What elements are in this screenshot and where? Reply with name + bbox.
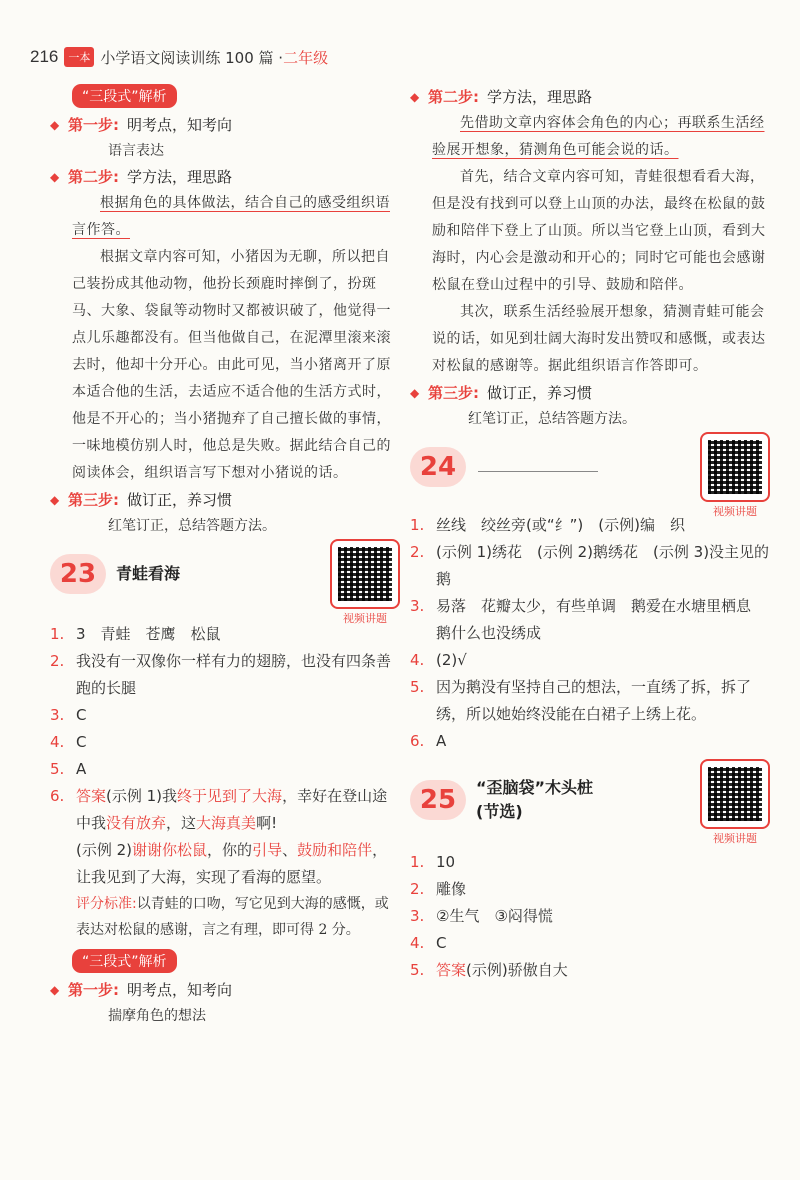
- page-header: [30, 42, 328, 72]
- section-25-header: [410, 765, 770, 845]
- qr-caption: 视频讲题: [713, 505, 757, 518]
- three-stage-analysis-pill: “三段式”解析: [72, 84, 177, 108]
- step-label: 第一步:: [68, 116, 119, 134]
- section-title: 青蛙看海: [116, 564, 181, 583]
- step-text: 学方法，理思路: [487, 88, 593, 106]
- triangle-bullet-icon: ◆: [50, 170, 60, 184]
- right-column: [410, 84, 770, 984]
- answer-item: 5. 因为鹅没有坚持自己的想法，一直绣了拆，拆了绣，所以她始终没能在白裙子上绣上花。: [410, 678, 752, 723]
- section-24-header: [410, 438, 770, 518]
- answer-item: 2. 雕像: [410, 880, 467, 898]
- step-2: [50, 164, 400, 190]
- triangle-bullet-icon: ◆: [50, 118, 60, 132]
- triangle-bullet-icon: ◆: [410, 386, 420, 400]
- section-number-badge: 23: [50, 554, 106, 594]
- title-blank-line: [478, 470, 598, 472]
- answer-item: 2. 我没有一双像你一样有力的翅膀，也没有四条善跑的长腿: [50, 652, 392, 697]
- answer-item: 3. 易落 花瓣太少，有些单调 鹅爱在水塘里栖息 鹅什么也没绣成: [410, 597, 767, 642]
- book-title: 小学语文阅读训练 100 篇 ·: [100, 48, 284, 67]
- answer-item: 3. ②生气 ③闷得慌: [410, 907, 553, 925]
- qr-code-icon: [332, 541, 398, 607]
- answer-item: 6. A: [410, 732, 447, 750]
- grade-label: 二年级: [283, 48, 329, 67]
- answer-item: 4. C: [410, 934, 447, 952]
- answer-item: 1. 丝线 绞丝旁(或“纟”) (示例)编 织: [410, 516, 685, 534]
- triangle-bullet-icon: ◆: [410, 90, 420, 104]
- qr-code-icon: [702, 761, 768, 827]
- answer-label: 答案: [76, 787, 107, 805]
- section-number-badge: 25: [410, 780, 466, 820]
- triangle-bullet-icon: ◆: [50, 493, 60, 507]
- video-qr-code[interactable]: [700, 434, 770, 519]
- step-label: 第二步:: [428, 88, 479, 106]
- section-number-badge: 24: [410, 447, 466, 487]
- answer-item: 1. 10: [410, 853, 456, 871]
- answers-24: [410, 512, 770, 755]
- step-label: 第一步:: [68, 981, 119, 999]
- step-detail: 先借助文章内容体会角色的内心；再联系生活经验展开想象，猜测角色可能会说的话。: [432, 115, 765, 158]
- analysis-paragraph-2: 其次，联系生活经验展开想象，猜测青蛙可能会说的话，如见到壮阔大海时发出赞叹和感慨，或表达对松鼠的感谢等。据此组织语言作答即可。: [432, 304, 766, 374]
- video-qr-code[interactable]: [330, 541, 400, 626]
- answer-item: 1. 3 青蛙 苍鹰 松鼠: [50, 625, 221, 643]
- step-label: 第二步:: [68, 168, 119, 186]
- step-detail: 语言表达: [108, 143, 164, 159]
- step-text: 做订正，养习惯: [487, 384, 593, 402]
- step-detail: 根据角色的具体做法，结合自己的感受组织语言作答。: [72, 195, 390, 238]
- answers-23: [50, 621, 400, 943]
- analysis-paragraph: 根据文章内容可知，小猪因为无聊，所以把自己装扮成其他动物，他扮长颈鹿时摔倒了，扮斑马、大象、袋鼠等动物时又都被识破了，他觉得一点儿乐趣都没有。但当他做自己，在泥潭里滚来滚去时，他却十分开心。由此可见，当小猪离开了原本适合他的生活，去适应不适合他的生活方式时，他是不开心的；当小猪抛弃了自己擅长做的事情，一味地模仿别人时，他总是失败。据此结合自己的阅读体会，组织语言写下想对小猪说的话。: [72, 249, 391, 481]
- step-1: [50, 977, 400, 1003]
- brand-logo: 一本: [64, 47, 94, 67]
- answers-25: [410, 849, 770, 984]
- section-23-header: [50, 545, 400, 625]
- qr-code-icon: [702, 434, 768, 500]
- page-number: 216: [30, 47, 59, 66]
- triangle-bullet-icon: ◆: [50, 983, 60, 997]
- three-stage-analysis-pill: “三段式”解析: [72, 949, 177, 973]
- answer-item: 6. 答案(示例 1)我终于见到了大海，幸好在登山途中我没有放弃，这大海真美啊! (示例 2)谢谢你松鼠，你的引导、鼓励和陪伴，让我见到了大海，实现了看海的愿望。: [50, 787, 388, 886]
- left-column: [50, 84, 400, 1029]
- qr-caption: 视频讲题: [713, 832, 757, 845]
- answer-item: 3. C: [50, 706, 87, 724]
- qr-caption: 视频讲题: [343, 612, 387, 625]
- step-3: [410, 380, 770, 406]
- video-qr-code[interactable]: [700, 761, 770, 846]
- answer-item: 5. 答案(示例)骄傲自大: [410, 961, 568, 979]
- step-label: 第三步:: [428, 384, 479, 402]
- step-detail: 揣摩角色的想法: [108, 1008, 206, 1024]
- step-detail: 红笔订正，总结答题方法。: [108, 518, 276, 534]
- answer-item: 5. A: [50, 760, 87, 778]
- answer-item: 2. (示例 1)绣花 (示例 2)鹅绣花 (示例 3)没主见的鹅: [410, 543, 770, 588]
- scoring-criteria: 评分标准:以青蛙的口吻，写它见到大海的感慨，或表达对松鼠的感谢，言之有理，即可得 2 分。: [76, 896, 389, 938]
- step-text: 明考点，知考向: [127, 116, 233, 134]
- step-text: 做订正，养习惯: [127, 491, 233, 509]
- step-detail: 红笔订正，总结答题方法。: [468, 411, 636, 427]
- step-text: 学方法，理思路: [127, 168, 233, 186]
- step-1: [50, 112, 400, 138]
- step-2: [410, 84, 770, 110]
- answer-item: 4. (2)√: [410, 651, 467, 669]
- step-label: 第三步:: [68, 491, 119, 509]
- analysis-paragraph-1: 首先，结合文章内容可知，青蛙很想看看大海，但是没有找到可以登上山顶的办法，最终在松鼠的鼓励和陪伴下登上了山顶。所以当它登上山顶，看到大海时，内心会是激动和开心的；同时它可能也会感谢松鼠在登山过程中的引导、鼓励和陪伴。: [432, 169, 766, 293]
- step-text: 明考点，知考向: [127, 981, 233, 999]
- answer-item: 4. C: [50, 733, 87, 751]
- step-3: [50, 487, 400, 513]
- section-title: “歪脑袋”木头桩 (节选): [476, 778, 594, 821]
